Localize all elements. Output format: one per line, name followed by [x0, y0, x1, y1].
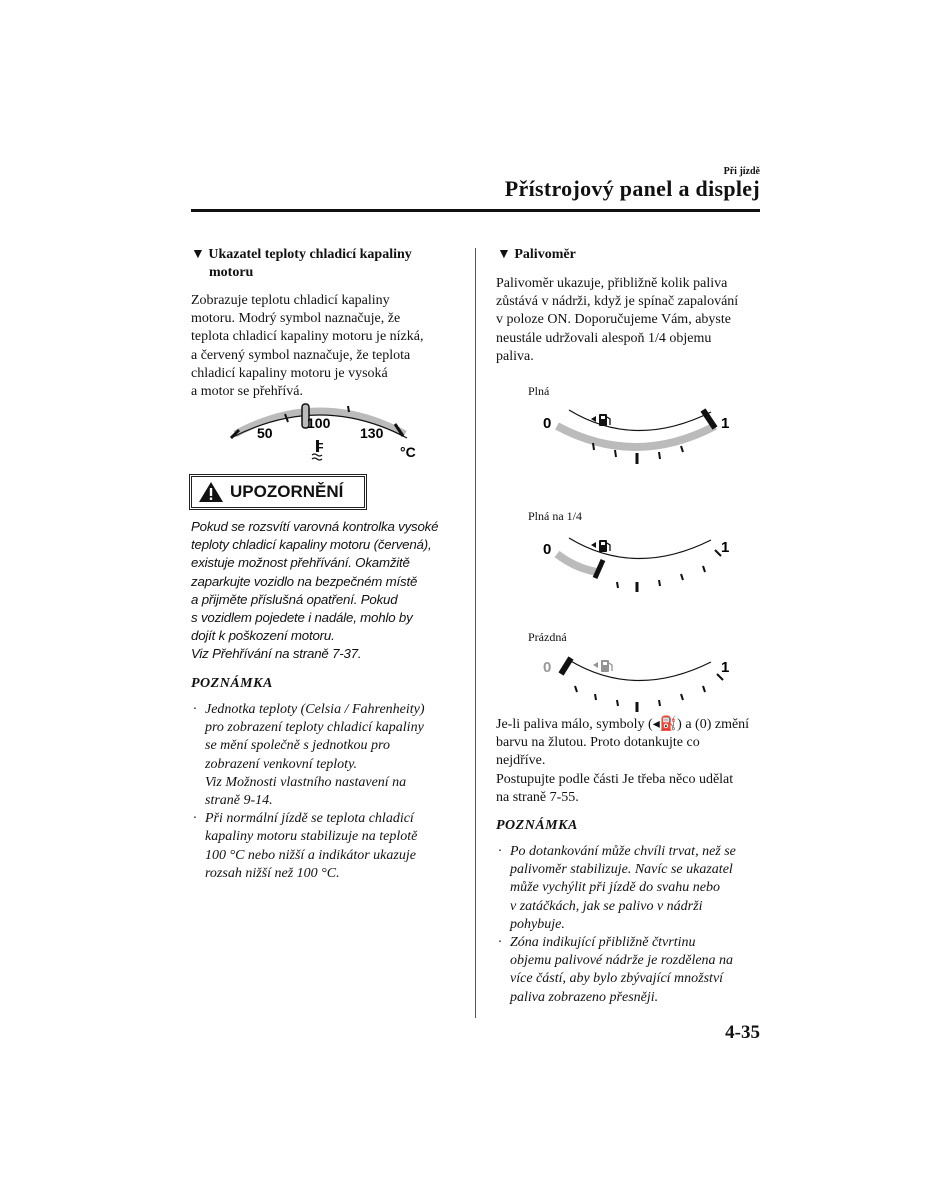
fuel-label-full: 1: [721, 415, 730, 432]
fuel-tick: [659, 452, 660, 459]
fuel-tick: [681, 446, 683, 452]
note-title-right: POZNÁMKA: [496, 818, 578, 833]
page-title: Přístrojový panel a displej: [504, 176, 760, 201]
fuel-inner-arc: [569, 660, 711, 681]
fuel-tick: [595, 694, 596, 700]
coolant-temperature-icon: [312, 440, 323, 460]
fuel-tick: [575, 686, 577, 692]
fuel-inner-arc: [569, 538, 711, 559]
fuel-inner-arc: [569, 410, 711, 431]
fuel-description: Palivoměr ukazuje, přibližně kolik paliva zůstává v nádrži, když je spínač zapalování v poloze ON. Doporučujeme Vám, abyste neustále udržovali alespoň 1/4 objemu paliva.: [496, 276, 739, 364]
fuel-label-empty: 0: [543, 659, 552, 676]
notes-left: [193, 701, 463, 883]
notes-right: [498, 843, 768, 1007]
fuel-tick: [703, 686, 705, 692]
column-divider: [475, 248, 476, 1018]
fuel-needle: [561, 658, 571, 674]
gauge-unit: °C: [400, 444, 416, 460]
fuel-tick: [681, 694, 683, 700]
gauge-label-100: 100: [307, 415, 331, 431]
section-label: Při jízdě: [723, 166, 760, 177]
fuel-pump-icon: [591, 414, 610, 426]
fuel-tick: [681, 574, 683, 580]
note-title-left: POZNÁMKA: [191, 676, 273, 691]
fuel-label-full: 1: [721, 539, 730, 556]
warning-box: [191, 476, 365, 508]
note-item: · Zóna indikující přibližně čtvrtinu objemu palivové nádrže je rozdělena na více částí, aby bylo zbývající množství paliva zobrazeno přesněji.: [498, 935, 734, 1005]
fuel-label-empty: 0: [543, 541, 552, 558]
note-item: · Jednotka teploty (Celsia / Fahrenheity) pro zobrazení teploty chladicí kapaliny se mění společně s jednotkou pro zobrazení venkovní teploty. Viz Možnosti vlastního nastavení na straně 9-14.: [193, 702, 425, 809]
note-item: · Při normální jízdě se teplota chladicí kapaliny motoru stabilizuje na teplotě 100 °C nebo nižší a indikátor ukazuje rozsah nižší než 100 °C.: [193, 811, 418, 881]
fuel-tick: [617, 700, 618, 706]
warning-label: UPOZORNĚNÍ: [230, 482, 344, 501]
warning-text: Pokud se rozsvítí varovná kontrolka vysoké teploty chladicí kapaliny motoru (červená), existuje možnost přehřívání. Okamžitě zaparkujte vozidlo na bezpečném místě a přijměte příslušná opatření. Pokud s vozidlem pojedete i nadále, mohlo by dojít k poškození motoru. Viz Přehřívání na straně 7-37.: [191, 519, 439, 662]
note-item: · Po dotankování může chvíli trvat, než se palivoměr stabilizuje. Navíc se ukazatel může vychýlit při jízdě do svahu nebo v zatáčkách, jak se palivo v nádrži pohybuje.: [498, 844, 736, 932]
fuel-tick: [593, 443, 594, 450]
fuel-gauge-caption-quarter: Plná na 1/4: [528, 509, 582, 523]
warning-triangle-icon: [198, 481, 224, 503]
fuel-band: [557, 426, 715, 447]
page-number: 4-35: [725, 1022, 760, 1043]
gauge-label-50: 50: [257, 425, 273, 441]
fuel-tick: [615, 450, 616, 457]
header-rule: [191, 209, 760, 212]
fuel-tick: [617, 582, 618, 588]
fuel-gauge-quarter: [535, 530, 740, 600]
fuel-tick: [659, 700, 660, 706]
gauge-tick: [348, 406, 349, 412]
fuel-label-full: 1: [721, 659, 730, 676]
fuel-label-empty: 0: [543, 415, 552, 432]
fuel-pump-icon: [593, 660, 612, 672]
fuel-gauge-caption-full: Plná: [528, 384, 550, 398]
fuel-band: [557, 554, 597, 572]
fuel-gauge-full: [535, 402, 740, 472]
fuel-tick: [703, 566, 705, 572]
gauge-label-130: 130: [360, 425, 384, 441]
coolant-heading: ▼ Ukazatel teploty chladicí kapaliny motoru: [191, 247, 412, 280]
coolant-temperature-gauge: [225, 400, 425, 466]
fuel-gauge-empty: [535, 652, 740, 718]
fuel-low-text: Je-li paliva málo, symboly (◂⛽) a (0) změní barvu na žlutou. Proto dotankujte co nejdříve. Postupujte podle části Je třeba něco udělat na straně 7-55.: [496, 717, 750, 805]
fuel-gauge-caption-empty: Prázdná: [528, 630, 567, 644]
coolant-description: Zobrazuje teplotu chladicí kapaliny motoru. Modrý symbol naznačuje, že teplota chladicí kapaliny motoru je nízká, a červený symbol naznačuje, že teplota chladicí kapaliny motoru je vysoká a motor se přehřívá.: [191, 293, 424, 400]
fuel-heading: ▼ Palivoměr: [497, 247, 576, 262]
fuel-tick: [659, 580, 660, 586]
